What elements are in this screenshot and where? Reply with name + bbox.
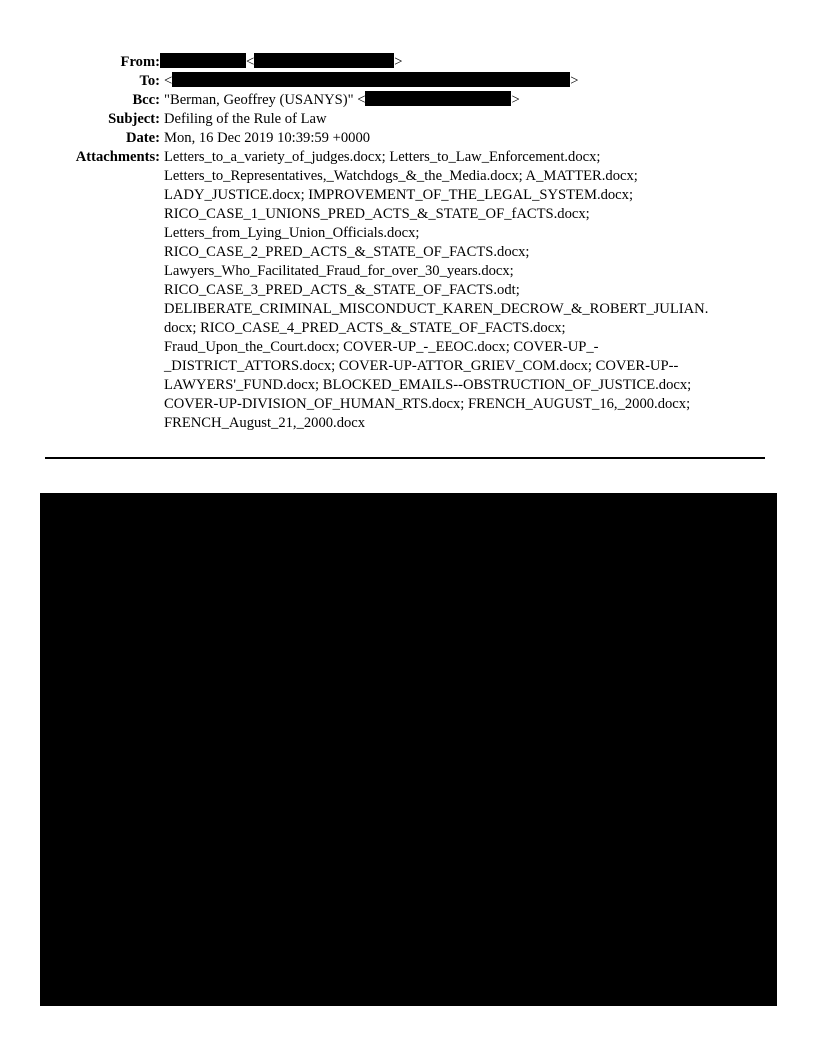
subject-row — [0, 110, 816, 129]
bcc-label: Bcc: — [132, 92, 160, 108]
subject-label: Subject: — [108, 111, 160, 127]
from-row — [0, 53, 816, 72]
date-label: Date: — [125, 130, 160, 146]
attachment-line: RICO_CASE_2_PRED_ACTS_&_STATE_OF_FACTS.docx; — [164, 244, 530, 260]
from-label: From: — [120, 54, 160, 70]
email-header — [0, 53, 816, 433]
to-lt: < — [164, 73, 173, 89]
attachment-line: docx; RICO_CASE_4_PRED_ACTS_&_STATE_OF_FACTS.docx; — [164, 320, 566, 336]
attachment-line: RICO_CASE_3_PRED_ACTS_&_STATE_OF_FACTS.odt; — [164, 282, 520, 298]
to-email-redaction — [172, 72, 570, 87]
body-redaction-block — [40, 493, 777, 1006]
attachment-line: COVER-UP-DIVISION_OF_HUMAN_RTS.docx; FRENCH_AUGUST_16,_2000.docx; — [164, 396, 691, 412]
date-row — [0, 129, 816, 148]
attachments-list — [160, 148, 816, 433]
attachment-line: Letters_to_a_variety_of_judges.docx; Letters_to_Law_Enforcement.docx; — [164, 149, 601, 165]
attachments-row — [0, 148, 816, 433]
from-email-redaction — [254, 53, 394, 68]
to-gt: > — [570, 73, 579, 89]
attachment-line: LAWYERS'_FUND.docx; BLOCKED_EMAILS--OBSTRUCTION_OF_JUSTICE.docx; — [164, 377, 692, 393]
date-value: Mon, 16 Dec 2019 10:39:59 +0000 — [164, 130, 371, 146]
attachment-line: FRENCH_August_21,_2000.docx — [164, 415, 366, 431]
attachment-line: _DISTRICT_ATTORS.docx; COVER-UP-ATTOR_GRIEV_COM.docx; COVER-UP-- — [164, 358, 679, 374]
to-value — [160, 72, 816, 91]
to-row — [0, 72, 816, 91]
attachment-line: RICO_CASE_1_UNIONS_PRED_ACTS_&_STATE_OF_fACTS.docx; — [164, 206, 590, 222]
bcc-row — [0, 91, 816, 110]
bcc-gt: > — [511, 92, 520, 108]
attachment-line: DELIBERATE_CRIMINAL_MISCONDUCT_KAREN_DECROW_&_ROBERT_JULIAN. — [164, 301, 709, 317]
attachment-line: Letters_from_Lying_Union_Officials.docx; — [164, 225, 420, 241]
from-gt: > — [394, 54, 403, 70]
from-value — [160, 53, 816, 72]
attachment-line: Lawyers_Who_Facilitated_Fraud_for_over_30_years.docx; — [164, 263, 514, 279]
attachments-label: Attachments: — [75, 149, 160, 165]
header-divider — [45, 457, 765, 459]
attachment-line: LADY_JUSTICE.docx; IMPROVEMENT_OF_THE_LEGAL_SYSTEM.docx; — [164, 187, 634, 203]
bcc-name: "Berman, Geoffrey (USANYS)" < — [164, 92, 366, 108]
to-label: To: — [139, 73, 160, 89]
from-lt: < — [246, 54, 255, 70]
bcc-value — [160, 91, 816, 110]
from-name-redaction — [160, 53, 246, 68]
bcc-email-redaction — [365, 91, 511, 106]
subject-value: Defiling of the Rule of Law — [164, 111, 327, 127]
attachment-line: Fraud_Upon_the_Court.docx; COVER-UP_-_EEOC.docx; COVER-UP_- — [164, 339, 599, 355]
attachment-line: Letters_to_Representatives,_Watchdogs_&_the_Media.docx; A_MATTER.docx; — [164, 168, 638, 184]
